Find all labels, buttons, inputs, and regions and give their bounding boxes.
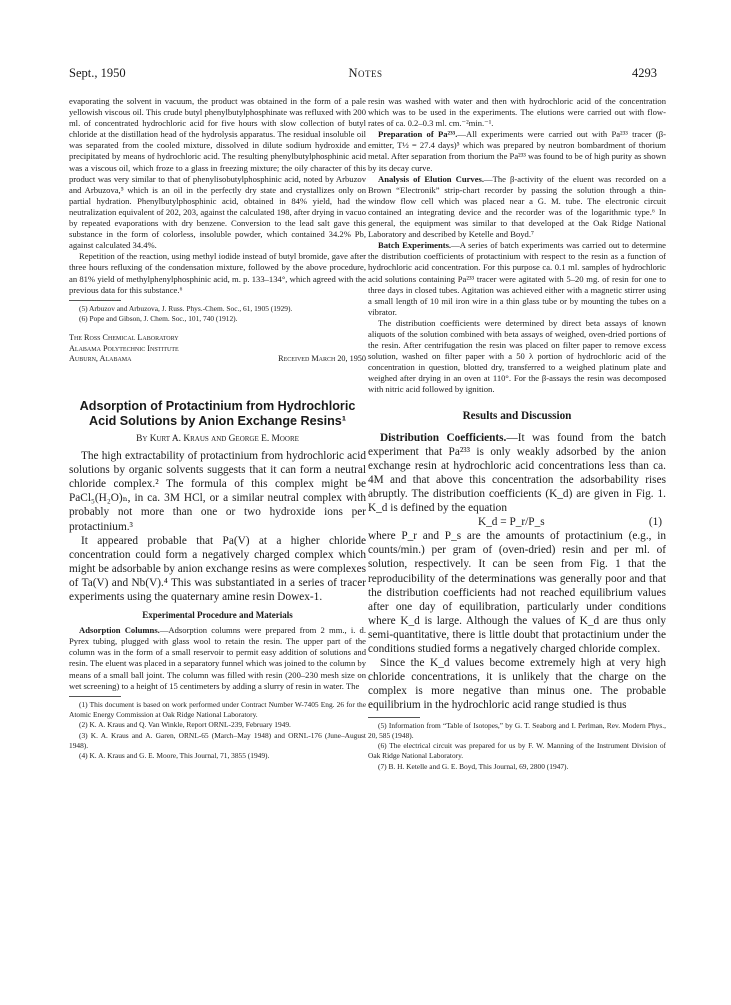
run-in-heading: Batch Experiments.: [378, 240, 452, 251]
received-date: Received March 20, 1950: [278, 354, 366, 364]
paragraph: Preparation of Pa²³³.—All experiments were carried out with Pa²³³ tracer (β-emitter, T½ = 27.4 days)⁵ which was prepared by neutron bombardment of thorium metal. After separation from thorium the Pa²³³ was found to be of high purity as shown by its decay curve.: [368, 129, 666, 173]
section-heading: Experimental Procedure and Materials: [142, 610, 293, 621]
running-header-section: Notes: [348, 66, 383, 80]
section-heading: Results and Discussion: [462, 409, 572, 422]
paragraph: It appeared probable that Pa(V) at a higher chloride concentration could form a negatively charged complex which might be adsorbable by anion exchange resins as were complexes of Ta(V) and Nb(V).⁴ This was substantiated in a series of tracer experiments using the quaternary amine resin Dowex-1.: [69, 534, 366, 603]
paragraph: Adsorption Columns.—Adsorption columns were prepared from 2 mm., i. d. Pyrex tubing, plugged with glass wool to retain the resin. The upper part of the column was in the form of a small reservoir to permit easy addition of solutions and resin. The eluent was placed in a separatory funnel which was joined to the column by means of a small ball joint. The column was filled with resin (200–230 mesh size on wet screening) to a height of 15 centimeters by adding a slurry of resin in water. The: [69, 625, 366, 691]
article-title: Adsorption of Protactinium from Hydrochloric Acid Solutions by Anion Exchange Resins¹: [79, 399, 356, 429]
run-in-heading: Preparation of Pa²³³.: [378, 129, 458, 140]
paragraph: Batch Experiments.—A series of batch experiments was carried out to determine the distribution coefficients of protactinium with respect to the resin as a function of hydrochloric acid concentration. For this purpose ca. 0.1 ml. samples of hydrochloric acid solutions containing Pa²³³ tracer were agitated with 5–20 mg. of resin for one to three days in closed tubes. Agitation was achieved either with a magnetic stirrer using a small length of 10 mil iron wire in a thin glass tube or by mounting the tubes on a vibrator.: [368, 240, 666, 317]
equation: [368, 515, 666, 529]
affiliation-city: Auburn, Alabama: [69, 354, 132, 364]
footnote: (5) Arbuzov and Arbuzova, J. Russ. Phys.-Chem. Soc., 61, 1905 (1929).: [79, 303, 293, 313]
footnote: (2) K. A. Kraus and Q. Van Winkle, Report ORNL-239, February 1949.: [79, 720, 291, 730]
footnote: (1) This document is based on work performed under Contract Number W-7405 Eng. 26 for the Atomic Energy Commission at Oak Ridge National Laboratory.: [69, 699, 366, 720]
footnote-rule: [368, 717, 420, 718]
paragraph: Analysis of Elution Curves.—The β-activity of the eluent was recorded on a Brown “Electronik” strip-chart recorder by passing the solution through a thin-window flow cell which was placed near a G. M. tube. The electronic circuit contained an integrating device and the recorder was of the logarithmic type.⁶ In general, the equipment was similar to that developed at the Oak Ridge National Laboratory and described by Ketelle and Boyd.⁷: [368, 173, 666, 240]
left-column: [69, 96, 366, 762]
footnote: (5) Information from “Table of Isotopes,” by G. T. Seaborg and I. Perlman, Rev. Modern Phys., 20, 585 (1948).: [368, 720, 666, 740]
page-number: 4293: [632, 66, 657, 80]
footnote: (6) Pope and Gibson, J. Chem. Soc., 101, 740 (1912).: [79, 313, 238, 323]
equation-number: (1): [648, 516, 662, 529]
paragraph: Distribution Coefficients.—It was found from the batch experiment that Pa²³³ is only weakly adsorbed by the anion exchange resin at hydrochloric acid concentrations less than ca. 4M and that above this concentration the adsorbability rises abruptly. The distribution coefficients (K_d) are given in Fig. 1. K_d is defined by the equation: [368, 431, 667, 515]
running-header-date: Sept., 1950: [69, 66, 126, 80]
footnote-rule: [69, 696, 121, 697]
equation-body: K_d = P_r/P_s: [478, 516, 545, 529]
run-in-heading: Analysis of Elution Curves.: [378, 173, 485, 184]
paragraph: Repetition of the reaction, using methyl iodide instead of butyl bromide, gave after three hours refluxing of the condensation mixture, followed by the above procedure, an 81% yield of methylphenylphosphinic acid, m. p. 133–134°, which agreed with the previous data for this substance.⁶: [69, 251, 366, 295]
run-in-heading: Adsorption Columns.: [79, 625, 160, 636]
author-affiliation: [69, 333, 366, 365]
affiliation-line: The Ross Chemical Laboratory: [69, 333, 179, 343]
footnote: (7) B. H. Ketelle and G. E. Boyd, This Journal, 69, 2800 (1947).: [378, 761, 569, 771]
paragraph: The high extractability of protactinium from hydrochloric acid solutions by organic solvents suggests that it can form a neutral chloride complex.² The formula of this complex might be PaCl₅(H₂O)ₙ, in ca. 3M HCl, or a similar neutral complex with probably not more than one or two hydroxide ions per protactinium.³: [69, 450, 366, 533]
paragraph: resin was washed with water and then with hydrochloric acid of the concentration which was to be used in the experiments. The elutions were carried out with flow-rates of ca. 0.2–0.3 ml. cm.⁻²min.⁻¹.: [368, 96, 666, 129]
right-column: [368, 96, 666, 772]
paragraph: Since the K_d values become extremely high at very high chloride concentrations, it is unlikely that the charge on the complex is more negative than minus one. The probable equilibrium in the hydrochloric acid range studied is thus: [368, 657, 666, 712]
paragraph: where P_r and P_s are the amounts of protactinium (e.g., in counts/min.) per gram of (oven-dried) resin and per ml. of solution, respectively. It can be seen from Fig. 1 that the reproducibility of the determinations was generally poor and that the distribution coefficients had not reached equilibrium values after one day of equilibration, particularly under conditions where K_d is large. Although the values of K_d are thus only semi-quantitative, there is little doubt that protactinium under the conditions studied forms a negatively charged chloride complex.: [368, 530, 666, 656]
footnote: (6) The electrical circuit was prepared for us by F. W. Manning of the Instrument Division of Oak Ridge National Laboratory.: [368, 741, 666, 761]
footnote: (4) K. A. Kraus and G. E. Moore, This Journal, 71, 3855 (1949).: [79, 751, 270, 761]
run-in-heading: Distribution Coefficients.: [380, 431, 507, 444]
paragraph: The distribution coefficients were determined by direct beta assays of known aliquots of the solution combined with beta assays of weighed, oven-dried portions of the resin. After centrifugation the resin was placed on filter paper to remove excess solution, washed on filter paper with a 50 λ portion of hydrochloric acid of the concentration in question, blotted dry, transferred to a weighed platinum plate and weighed after drying in an oven at 110°. For the β-assays the resin was decomposed with nitric acid followed by ignition.: [368, 317, 666, 395]
article-authors: By Kurt A. Kraus and George E. Moore: [136, 434, 299, 445]
footnote-rule: [69, 300, 121, 301]
paragraph: evaporating the solvent in vacuum, the product was obtained in the form of a pale yellowish viscous oil. This crude butyl phenylbutylphosphinate was refluxed with 200 ml. of concentrated hydrochloric acid for five hours with slow collection of butyl chloride at the distillation head of the hydrolysis apparatus. The residual insoluble oil was separated from the cooled mixture, dissolved in dilute sodium hydroxide and precipitated by means of hydrochloric acid. The resulting phenylbutylphosphinic acid was a viscous oil, which froze to a glass in freezing mixture; the oily character of this product was very similar to that of phenylisobutylphosphinic acid, noted by Arbuzov and Arbuzova,⁵ which is an oil in the perfectly dry state and crystallizes only on partial hydration. Phenylbutylphosphinic acid, obtained in 84% yield, had the neutralization equivalent of 202, 203, against the calculated 198, after drying in vacuo by repeated evaporations with dry benzene. Conversion to the lead salt gave this substance in the form of colorless, insoluble powder, which contained 34.2% Pb, against calculated 34.4%.: [69, 96, 366, 251]
footnote: (3) K. A. Kraus and A. Garen, ORNL-65 (March–May 1948) and ORNL-176 (June–August 1948).: [69, 730, 366, 750]
affiliation-line: Alabama Polytechnic Institute: [69, 343, 179, 353]
